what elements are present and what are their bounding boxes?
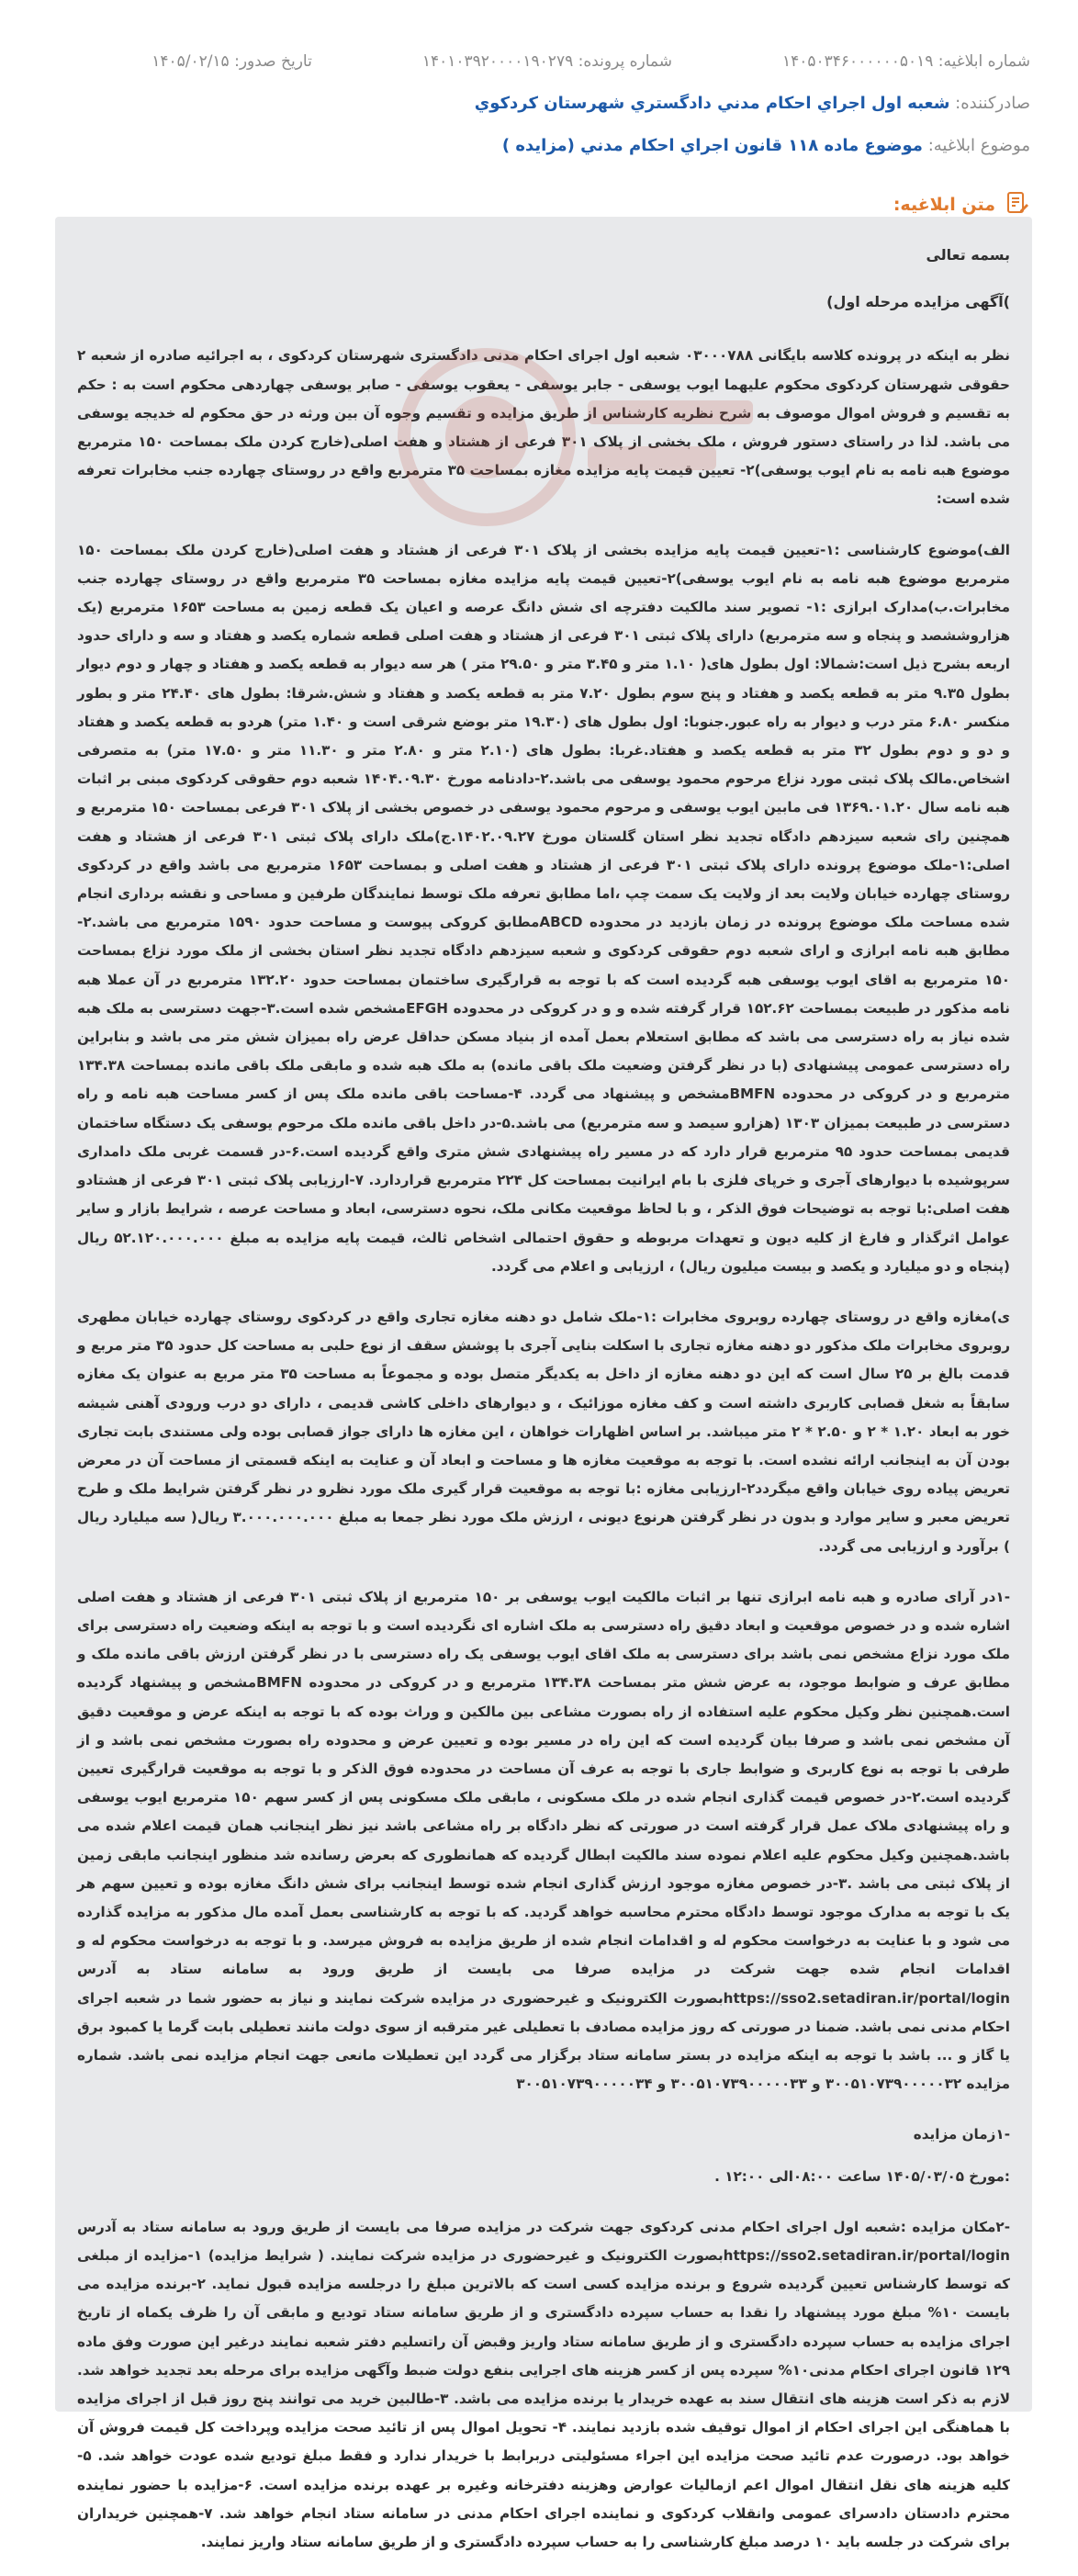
- subject-value: موضوع ماده ۱۱۸ قانون اجراي احكام مدني (مزايده ): [501, 136, 923, 155]
- notice-paragraph-1: نظر به اینکه در پرونده کلاسه بایگانی ۰۳۰۰۰۷۸۸ شعبه اول اجرای احکام مدنی دادگستری شهرستان کردکوی ، به اجرائیه صادره از شعبه ۲ حقوقی شهرستان کردکوی محکوم علیهما ایوب یوسفی - جابر یوسفی - یعقوب یوسفی - صابر یوسفی چهاردهی محکوم است به : حکم به تقسیم و فروش اموال موصوف به شرح نظریه کارشناس از طریق مزایده و تقسیم وجوه آن بین ورثه در حق محکوم له خدیجه یوسفی می باشد. لذا در راستای دستور فروش ، ملک بخشی از پلاک ۳۰۱ فرعی از هشتاد و هفت اصلی(خارج کردن ملک بمساحت ۱۵۰ مترمربع موضوع هبه نامه به نام ایوب یوسفی)۲- تعیین قیمت پایه مزایده مغازه بمساحت ۳۵ مترمربع واقع در روستای چهارده جنب مخابرات تعرفه شده است:: [77, 347, 1010, 508]
- issuer-row: [48, 94, 1030, 123]
- issue-date-label: تاریخ صدور:: [234, 52, 312, 71]
- auction-place-and-terms: -۲مکان مزایده :شعبه اول اجرای احکام مدنی کردکوی جهت شرکت در مزایده صرفا می بایست از طریق ورود به سامانه ستاد به آدرس https://sso2.setadiran.ir/portal/loginبصورت الکترونیک و غیرحضوری در مزایده شرکت نمایند. ( شرایط مزایده) ۱-مزایده از مبلغی که توسط کارشناس تعیین گردیده شروع و برنده مزایده کسی است که بالاترین مبلغ را درجلسه مزایده قبول نماید. ۲-برنده مزایده می بایست ۱۰% مبلغ مورد پیشنهاد را نقدا به حساب سپرده دادگستری و از طریق سامانه ستاد تودیع و مابقی آن را ظرف یکماه از تاریخ اجرای مزایده به حساب سپرده دادگستری و از طریق سامانه ستاد واریز وقبض آن راتسلیم دفتر شعبه نمایند درغیر این صورت وفق ماده ۱۲۹ قانون اجرای احکام مدنی۱۰% سپرده پس از کسر هزینه های اجرایی بنفع دولت ضبط وآگهی مزایده برای مرحله بعد تجدید خواهد شد. لازم به ذکر است هزینه های انتقال سند به عهده خریدار یا برنده مزایده می باشد. ۳-طالبین خرید می توانند پنج روز قبل از اجرای مزایده با هماهنگی این اجرای احکام از اموال توقیف شده بازدید نمایند. ۴- تحویل اموال پس از تائید صحت مزایده وپرداخت کل قیمت فروش آن خواهد بود. درصورت عدم تائید صحت مزایده این اجراء مسئولیتی دربرابط با خریدار ندارد و فقط مبلغ تودیع شده عودت خواهد شد. ۵- کلیه هزینه های نقل انتقال اموال اعم ازمالیات عوارض وهزینه دفترخانه وغیره بر عهده برنده مزایده است. ۶-مزایده با حضور نماینده محترم دادستان دادسرای عمومی وانقلاب کردکوی و نماینده اجرای احکام مدنی در سامانه ستاد انجام خواهد شد. ۷-همچنین خریداران برای شرکت در جلسه باید ۱۰ درصد مبلغ کارشناسی را به حساب سپرده دادگستری و از طریق سامانه ستاد واریز نمایند.: [77, 2218, 1011, 2551]
- auction-time-value: :مورخ ۱۴۰۵/۰۳/۰۵ ساعت ۰۸:۰۰الی ۱۲:۰۰ .: [714, 2167, 1010, 2185]
- notice-paragraph-3: ی)مغازه واقع در روستای چهارده روبروی مخابرات :۱-ملک شامل دو دهنه مغازه تجاری واقع در کردکوی روستای چهارده خیابان مطهری روبروی مخابرات ملک مذکور دو دهنه مغازه تجاری با اسکلت بنایی آجری با پوشش سقف از نوع حلبی به مساحت کل حدود ۳۵ متر مربع و قدمت بالغ بر ۲۵ سال است که این دو دهنه مغازه از داخل به یکدیگر متصل بوده و مجموعاً به مساحت ۳۵ متر مربع به عنوان یک مغازه سابقاً به شغل قصابی کاربری داشته است و کف مغازه موزائیک ، و دیوارهای داخلی کاشی قدیمی ، دارای دو درب ورودی آهنی شیشه خور به ابعاد ۱.۲۰ * ۲ و ۲.۵۰ * ۲ متر میباشد. بر اساس اظهارات خواهان ، این مغازه ها دارای جواز قصابی بوده ولی مستندی بابت تجاری بودن آن به اینجانب ارائه نشده است. با توجه به موقعیت مغازه ها و مساحت و ابعاد آن و عنایت به اینکه قسمتی از مساحت آن در معرض تعریض پیاده روی خیابان واقع میگردد۲-ارزیابی مغازه :با توجه به موقعیت قرار گیری ملک مورد نظرو در نظر گرفتن شرایط ملک و طرح تعریض معبر و سایر موارد و بدون در نظر گرفتن هرنوع دیونی ، ارزش ملک مورد نظر جمعا به مبلغ ۳.۰۰۰.۰۰۰.۰۰۰ ریال( سه میلیارد ریال ) برآورد و ارزیابی می گردد.: [77, 1308, 1011, 1555]
- notice-number-value: ۱۴۰۵۰۳۴۶۰۰۰۰۰۰۵۰۱۹: [782, 52, 934, 71]
- document-edit-icon: [1005, 190, 1030, 220]
- notice-paragraph-4: -۱در آرای صادره و هبه نامه ابرازی تنها بر اثبات مالکیت ایوب یوسفی بر ۱۵۰ مترمربع از پلاک ثبتی ۳۰۱ فرعی از هشتاد و هفت اصلی اشاره شده و در خصوص موقعیت و ابعاد دقیق راه دسترسی به ملک اشاره ای نگردیده است و با توجه به اینکه وضعیت راه دسترسی برای ملک مورد نزاع مشخص نمی باشد برای دسترسی به ملک اقای ایوب یوسفی یک راه دسترسی با در نظر گرفتن ارزش باقی مانده ملک و مطابق عرف و ضوابط موجود، به عرض شش متر بمساحت ۱۳۴.۳۸ مترمربع و در کروکی در محدوده BMFNمشخص و پیشنهاد گردیده است.همچنین نظر وکیل محکوم علیه استفاده از راه بصورت مشاعی بین مالکین و وراث بوده که با توجه به اینکه عرض و موقعیت دقیق آن مشخص نمی باشد و صرفا بیان گردیده است که این راه در مسیر بوده و تعیین عرض و محدوده راه بصورت مشخص نمی باشد و از طرفی با توجه به نوع کاربری و ضوابط جاری با توجه به عرف آن مساحت در محدوده فوق الذکر و با توجه به موقعیت قرارگیری تعیین گردیده است.۲-در خصوص قیمت گذاری انجام شده در ملک مسکونی ، مابقی ملک مسکونی پس از کسر سهم ۱۵۰ مترمربع ایوب یوسفی و راه پیشنهادی ملاک عمل قرار گرفته است در صورتی که نظر دادگاه بر راه مشاعی باشد نیز نظر اینجانب همان قیمت اعلام شده می باشد.همچنین وکیل محکوم علیه اعلام نموده سند مالکیت ابطال گردیده که همانطوری که بعرض رسانده شد منظور اینجانب مابقی زمین از پلاک ثبتی می باشد .۳-در خصوص مغازه موجود ارزش گذاری انجام شده توسط اینجانب برای شش دانگ مغازه بوده و تعیین سهم هر یک با توجه به مدارک موجود توسط دادگاه محترم محاسبه خواهد گردید. که با توجه به کارشناسی بعمل آمده مال مذکور به مزایده گذارده می شود و با عنایت به درخواست محکوم له و اقدامات انجام شده از طریق مزایده به فروش میرسد. و با توجه به درخواست محکوم له و اقدامات انجام شده جهت شرکت در مزایده صرفا می بایست از طریق ورود به سامانه ستاد به آدرس https://sso2.setadiran.ir/portal/loginبصورت الکترونیک و غیرحضوری در مزایده شرکت نمایند و نیاز به حضور شما در شعبه اجرای احکام مدنی نمی باشد. ضمنا در صورتی که روز مزایده مصادف با تعطیلی غیر مترقبه از سوی دولت مانند تعطیلی بابت گرما یا کمبود برق یا گاز و ... باشد با توجه به اینکه مزایده در بستر سامانه ستاد برگزار می گردد این تعطیلات مانعی جهت انجام مزایده نمی باشد. شماره مزایده ۳۰۰۵۱۰۷۳۹۰۰۰۰۰۳۲ و ۳۰۰۵۱۰۷۳۹۰۰۰۰۰۳۳ و ۳۰۰۵۱۰۷۳۹۰۰۰۰۰۳۴: [77, 1588, 1010, 2093]
- notice-text-heading-label: متن ابلاغیه:: [893, 195, 995, 215]
- notice-number-label: شماره ابلاغیه:: [938, 52, 1030, 71]
- notice-title: بسمه تعالی: [926, 246, 1010, 264]
- notice-header: [0, 0, 1078, 165]
- notice-paragraph-2: الف)موضوع کارشناسی :۱-تعیین قیمت پایه مزایده بخشی از پلاک ۳۰۱ فرعی از هشتاد و هفت اصلی(خارج کردن ملک بمساحت ۱۵۰ مترمربع موضوع هبه نامه به نام ایوب یوسفی)۲-تعیین قیمت پایه مزایده مغازه بمساحت ۳۵ مترمربع واقع در روستای چهارده جنب مخابرات.ب)مدارک ابرازی :۱- تصویر سند مالکیت دفترچه ای شش دانگ عرصه و اعیان یک قطعه زمین به مساحت ۱۶۵۳ مترمربع (یک هزاروششصد و پنجاه و سه مترمربع) دارای پلاک ثبتی ۳۰۱ فرعی از هشتاد و هفت اصلی قطعه شماره یکصد و هفتاد و سه و دارای حدود اربعه بشرح ذیل است:شمالا: اول بطول های( ۱.۱۰ متر و ۳.۴۵ متر و ۲۹.۵۰ متر ) هر سه دیوار به قطعه یکصد و هفتاد و چهار و دوم دیوار بطول ۹.۳۵ متر به قطعه یکصد و هفتاد و پنج سوم بطول ۷.۲۰ متر به قطعه یکصد و هفتاد و شش.شرقا: بطول های ۲۴.۴۰ متر و بطور منکسر ۶.۸۰ متر درب و دیوار به راه عبور.جنوبا: اول بطول های (۱۹.۳۰ متر بوضع شرقی است و ۱.۴۰ متر) هردو به قطعه یکصد و هفتاد و دو و دوم بطول ۳۲ متر به قطعه یکصد و هفتاد.غربا: بطول های (۲.۱۰ متر و ۲.۸۰ متر و ۱۱.۳۰ متر و ۱۷.۵۰ متر) به متصرفی اشخاص.مالک پلاک ثبتی مورد نزاع مرحوم محمود یوسفی می باشد.۲-دادنامه مورخ ۱۴۰۴.۰۹.۳۰ شعبه دوم حقوقی کردکوی مبنی بر اثبات هبه نامه سال ۱۳۶۹.۰۱.۲۰ فی مابین ایوب یوسفی و مرحوم محمود یوسفی در خصوص بخشی از پلاک ۳۰۱ فرعی بمساحت ۱۵۰ مترمربع و همچنین رای شعبه سیزدهم دادگاه تجدید نظر استان گلستان مورخ ۱۴۰۲.۰۹.۲۷.ج)ملک دارای پلاک ثبتی ۳۰۱ فرعی از هشتاد و هفت اصلی:۱-ملک موضوع پرونده دارای پلاک ثبتی ۳۰۱ فرعی از هشتاد و هفت اصلی و بمساحت ۱۶۵۳ مترمربع می باشد واقع در کردکوی روستای چهارده خیابان ولایت بعد از ولایت یک سمت چپ ،اما مطابق تعرفه ملک توسط نمایندگان طرفین و مساحی و نقشه برداری انجام شده مساحت ملک موضوع پرونده در زمان بازدید در محدوده ABCDمطابق کروکی پیوست و مساحت حدود ۱۵۹۰ مترمربع می باشد.۲-مطابق هبه نامه ابرازی و ارای شعبه دوم حقوقی کردکوی و شعبه سیزدهم دادگاه تجدید نظر استان بخشی از ملک مورد نزاع بمساحت ۱۵۰ مترمربع به اقای ایوب یوسفی هبه گردیده است که با توجه به قرارگیری ساختمان بمساحت حدود ۱۳۲.۲۰ مترمربع در آن عملا هبه نامه مذکور در طبیعت بمساحت ۱۵۲.۶۲ قرار گرفته شده و و در کروکی در محدوده EFGHمشخص شده است.۳-جهت دسترسی به ملک هبه شده نیاز به راه دسترسی می باشد که مطابق استعلام بعمل آمده از بنیاد مسکن حداقل عرض راه بمیزان شش متر می باشد و بنابراین راه دسترسی عمومی پیشنهادی (با در نظر گرفتن وضعیت ملک باقی مانده) به ملک هبه شده و مابقی ملک باقی مانده بمساحت ۱۳۴.۳۸ مترمربع و در کروکی در محدوده BMFNمشخص و پیشنهاد می گردد. ۴-مساحت باقی مانده ملک پس از کسر مساحت هبه نامه و راه دسترسی در طبیعت بمیزان ۱۳۰۳ (هزارو سیصد و سه مترمربع) می باشد.۵-در داخل باقی مانده ملک مرحوم یوسفی یک دستگاه ساختمان قدیمی بمساحت حدود ۹۵ مترمربع قرار دارد که در مسیر راه پیشنهادی شش متری واقع گردیده است.۶-در قسمت غربی ملک دامداری سرپوشیده با دیوارهای آجری و خرپای فلزی با بام ایرانیت بمساحت کل ۲۲۴ مترمربع قراردارد. ۷-ارزیابی پلاک ثبتی ۳۰۱ فرعی از هشتادو هفت اصلی:با توجه به توضیحات فوق الذکر ، و با لحاظ موقعیت مکانی ملک، نحوه دسترسی، ابعاد و مساحت عرصه ، شرایط بازار و سایر عوامل اثرگذار و فارغ از کلیه دیون و تعهدات مربوطه و حقوق احتمالی اشخاص ثالث، قیمت پایه مزایده به مبلغ ۵۲.۱۲۰.۰۰۰.۰۰۰ ریال (پنجاه و دو میلیارد و یکصد و بیست میلیون ریال) ، ارزیابی و اعلام می گردد.: [77, 541, 1011, 1275]
- notice-body: [55, 217, 1032, 2551]
- issuer-value: شعبه اول اجراي احكام مدني دادگستري شهرستان كردكوي: [474, 94, 950, 113]
- notice-meta-row: [48, 46, 1030, 77]
- notice-text-heading: [48, 189, 1030, 220]
- notice-number: [782, 52, 1030, 71]
- subject-label: موضوع ابلاغیه:: [927, 136, 1030, 155]
- issuer-label: صادرکننده:: [955, 94, 1030, 113]
- subject-row: [48, 136, 1030, 165]
- notice-subtitle: )آگهی مزایده مرحله اول): [826, 293, 1010, 311]
- case-number: [422, 52, 672, 71]
- case-number-value: ۱۴۰۱۰۳۹۲۰۰۰۰۱۹۰۲۷۹: [421, 52, 574, 71]
- case-number-label: شماره پرونده:: [578, 52, 672, 71]
- auction-time-heading: -۱زمان مزایده: [913, 2126, 1010, 2143]
- issue-date: [152, 52, 312, 71]
- issue-date-value: ۱۴۰۵/۰۲/۱۵: [152, 52, 230, 71]
